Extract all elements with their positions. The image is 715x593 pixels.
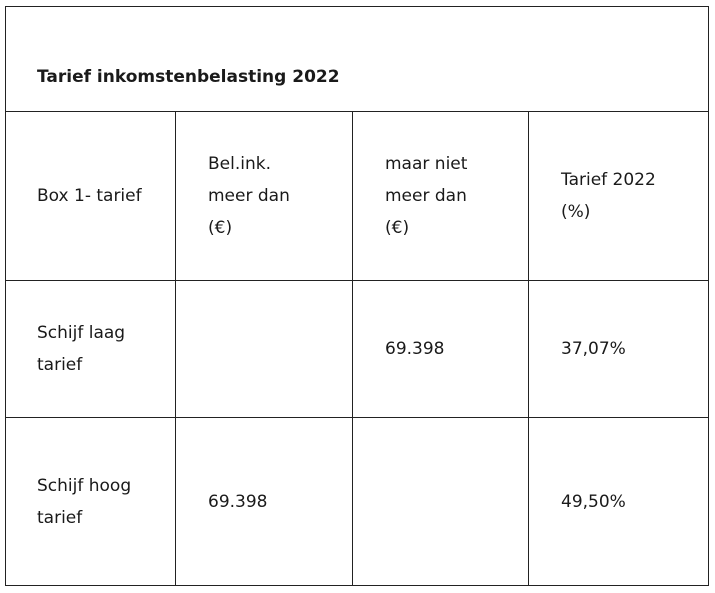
rate-cell [529,281,709,418]
row-label: Schijf hoog tarief [37,475,132,528]
lower-bound-cell [176,281,353,418]
table-row [6,418,709,586]
upper-bound-cell [353,418,529,586]
upper-bound-cell [353,281,529,418]
rate-value: 37,07% [561,339,626,359]
table-title-text: Tarief inkomstenbelasting 2022 [37,67,340,87]
header-box-label: Box 1- tarief [37,186,142,206]
table-row [6,281,709,418]
upper-bound-value: 69.398 [385,339,445,359]
header-rate-label: Tarief 2022 (%) [561,170,656,222]
table-title [6,7,709,112]
header-cell-rate [529,112,709,281]
header-upper-bound-label: maar niet meer dan (€) [385,154,468,238]
header-cell-upper-bound [353,112,529,281]
header-lower-bound-label: Bel.ink. meer dan (€) [208,154,290,238]
header-row [6,112,709,281]
income-tax-table [5,6,709,586]
row-label: Schijf laag tarief [37,323,126,375]
title-row [6,7,709,112]
row-label-cell [6,418,176,586]
row-label-cell [6,281,176,418]
lower-bound-cell [176,418,353,586]
rate-value: 49,50% [561,491,626,512]
lower-bound-value: 69.398 [208,491,268,512]
header-cell-box [6,112,176,281]
rate-cell [529,418,709,586]
header-cell-lower-bound [176,112,353,281]
